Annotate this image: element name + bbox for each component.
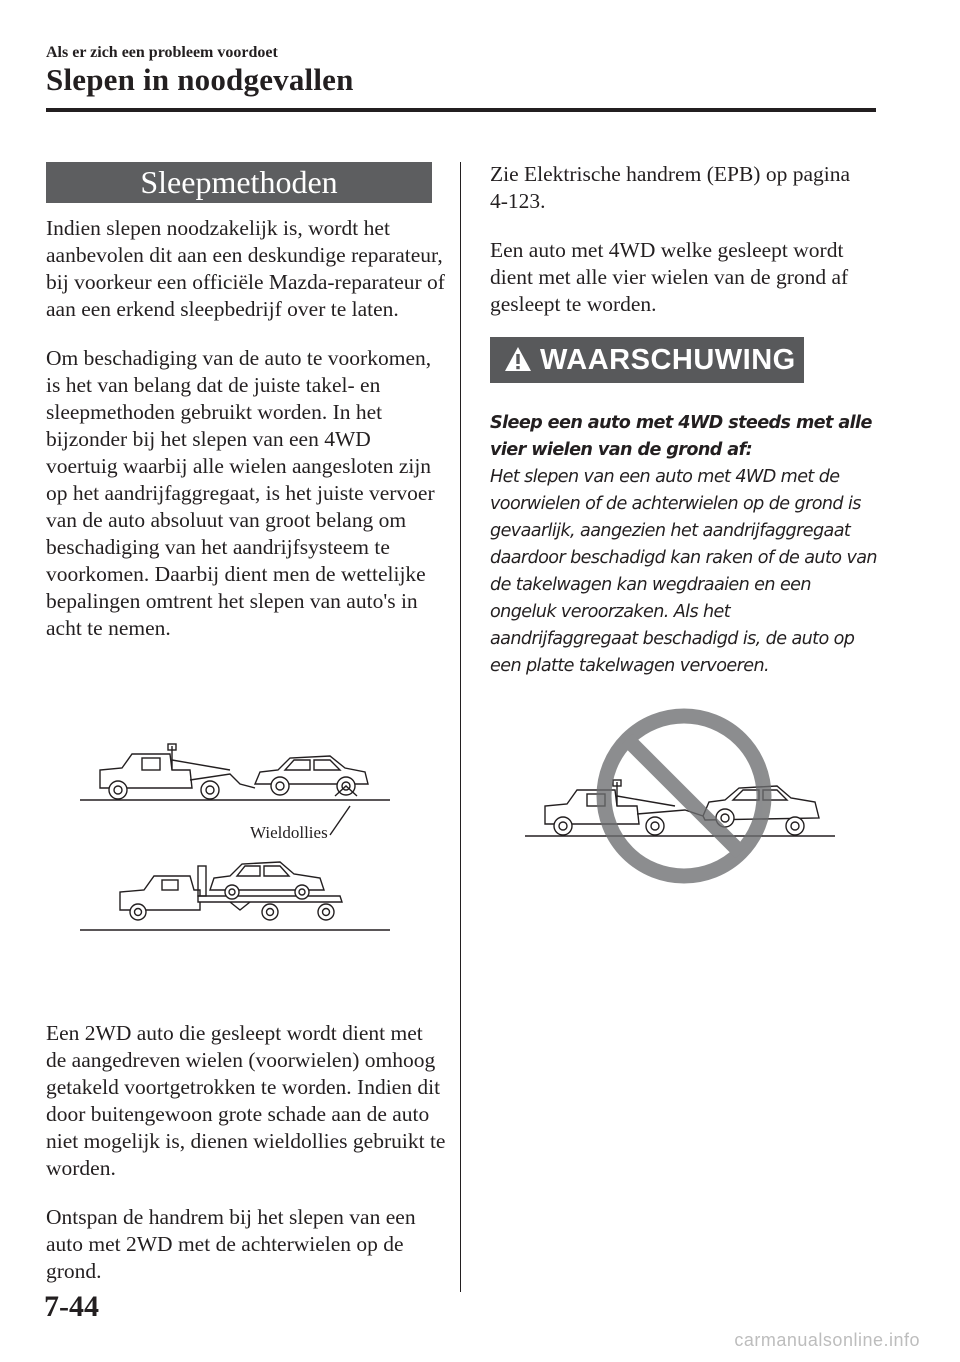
paragraph-4wd: Een auto met 4WD welke gesleept wordt dient met alle vier wielen van de grond af gesleept te worden. bbox=[490, 238, 849, 316]
warning-triangle-icon bbox=[504, 346, 532, 372]
page-title: Slepen in noodgevallen bbox=[46, 62, 354, 97]
footer-watermark: carmanualsonline.info bbox=[734, 1330, 920, 1350]
paragraph-intro: Indien slepen noodzakelijk is, wordt het aanbevolen dit aan een deskundige reparateur, bij voorkeur een officiële Mazda-reparateur of aan een erkend sleepbedrijf over te laten. bbox=[46, 216, 445, 321]
section-subtitle: Als er zich een probleem voordoet bbox=[46, 44, 278, 61]
car-on-flatbed bbox=[210, 862, 324, 899]
title-rule bbox=[46, 108, 876, 112]
left-column-top bbox=[46, 215, 446, 664]
right-column bbox=[490, 161, 870, 340]
paragraph-2wd: Een 2WD auto die gesleept wordt dient met de aangedreven wielen (voorwielen) omhoog getakeld voortgetrokken te worden. Indien dit door buitengewoon grote schade aan de auto niet mogelijk is, dienen wieldollies gebruikt te worden. bbox=[46, 1021, 446, 1180]
caption-leader bbox=[330, 806, 350, 835]
section-heading: Sleepmethoden bbox=[46, 162, 432, 203]
paragraph-handbrake: Ontspan de handrem bij het slepen van een auto met 2WD met de achterwielen op de grond. bbox=[46, 1205, 416, 1283]
warning-body-text: Het slepen van een auto met 4WD met de voorwielen of de achterwielen op de grond is gevaarlijk, aangezien het aandrijfaggregaat daardoor beschadigd kan raken of de auto van de takelwagen kan wegdraaien en een ongeluk veroorzaken. Als het aandrijfaggregaat beschadigd is, de auto op een platte takelwagen vervoeren. bbox=[490, 467, 877, 676]
paragraph-epb-ref: Zie Elektrische handrem (EPB) op pagina 4-123. bbox=[490, 162, 851, 213]
warning-bold-text: Sleep een auto met 4WD steeds met alle vier wielen van de grond af: bbox=[490, 413, 872, 460]
page-number: 7-44 bbox=[44, 1290, 99, 1323]
warning-text bbox=[490, 410, 880, 680]
towing-illustration bbox=[80, 740, 395, 940]
paragraph-methods: Om beschadiging van de auto te voorkomen, is het van belang dat de juiste takel- en sleepmethoden gebruikt worden. In het bijzonder bij het slepen van een 4WD voertuig waarbij alle wielen aangesloten zijn op het aandrijfaggregaat, is het juiste vervoer van de auto absoluut van groot belang om beschadiging van het aandrijfsysteem te voorkomen. Daarbij dient men de wettelijke bepalingen omtrent het slepen van auto's in acht te nemen. bbox=[46, 346, 435, 640]
figure-caption: Wieldollies bbox=[250, 823, 328, 842]
tow-truck bbox=[100, 744, 255, 799]
towed-car bbox=[255, 756, 368, 796]
left-column-bottom bbox=[46, 1020, 446, 1307]
column-divider bbox=[460, 162, 461, 1292]
prohibited-towing-illustration bbox=[525, 706, 840, 886]
warning-label: WAARSCHUWING bbox=[540, 344, 796, 376]
warning-banner bbox=[490, 337, 804, 383]
